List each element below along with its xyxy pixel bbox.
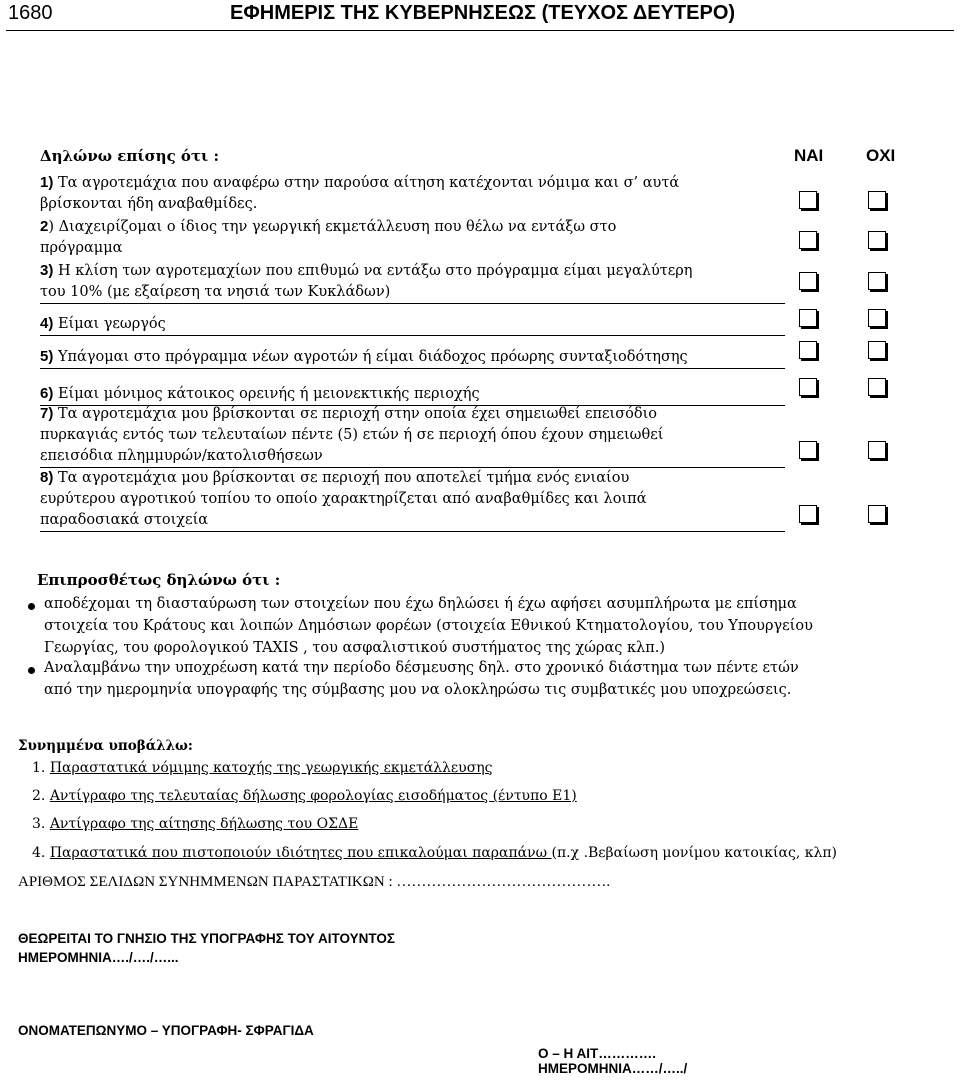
- application-date: ΗΜΕΡΟΜΗΝΙΑ……/…../: [538, 1061, 688, 1076]
- no-checkbox-8[interactable]: [868, 505, 886, 523]
- yes-checkbox-3[interactable]: [799, 272, 817, 290]
- item-text: βρίσκονται ήδη αναβαθμίδες.: [40, 196, 258, 212]
- item-number: 5): [40, 348, 54, 365]
- attachment-number: 2.: [32, 788, 46, 804]
- item-text: Είμαι μόνιμος κάτοικος ορεινής ή μειονεκτικής περιοχής: [57, 386, 480, 402]
- declaration-item-3: [40, 260, 785, 304]
- attachment-text: Αντίγραφο της τελευταίας δήλωσης φορολογίας εισοδήματος (έντυπο Ε1): [49, 788, 577, 804]
- yes-checkbox-1[interactable]: [799, 191, 817, 209]
- item-text: Υπάγομαι στο πρόγραμμα νέων αγροτών ή είμαι διάδοχος πρόωρης συνταξιοδότησης: [57, 349, 688, 365]
- item-text: Τα αγροτεμάχια μου βρίσκονται σε περιοχή που αποτελεί τμήμα ενός ενιαίου: [57, 470, 630, 486]
- no-checkbox-3[interactable]: [868, 272, 886, 290]
- item-text: παραδοσιακά στοιχεία: [40, 512, 209, 528]
- attachment-1: [32, 760, 492, 776]
- item-text: Η κλίση των αγροτεμαχίων που επιθυμώ να εντάξω στο πρόγραμμα είμαι μεγαλύτερη: [57, 263, 693, 279]
- yes-checkbox-6[interactable]: [799, 378, 817, 396]
- declaration-item-8: [40, 467, 785, 532]
- declaration-item-5: [40, 346, 785, 369]
- item-number: 6): [40, 385, 54, 402]
- yes-checkbox-5[interactable]: [799, 341, 817, 359]
- paragraph-line: Αναλαμβάνω την υποχρέωση κατά την περίοδο δέσμευσης δηλ. στο χρονικό διάστημα των πέντε ετών: [44, 660, 799, 676]
- item-text: πυρκαγιάς εντός των τελευταίων πέντε (5) ετών ή σε περιοχή όπου έχουν σημειωθεί: [40, 427, 664, 443]
- additional-heading: Επιπροσθέτως δηλώνω ότι :: [37, 571, 281, 589]
- attachment-pages-count: ΑΡΙΘΜΟΣ ΣΕΛΙΔΩΝ ΣΥΝΗΜΜΕΝΩΝ ΠΑΡΑΣΤΑΤΙΚΩΝ : …………………………………….: [18, 874, 611, 890]
- bullet-icon: [28, 603, 35, 610]
- yes-checkbox-8[interactable]: [799, 505, 817, 523]
- no-checkbox-6[interactable]: [868, 378, 886, 396]
- attachments-heading: Συνημμένα υποβάλλω:: [18, 738, 193, 754]
- signature-label: ΟΝΟΜΑΤΕΠΩΝΥΜΟ – ΥΠΟΓΡΑΦΗ- ΣΦΡΑΓΙΔΑ: [18, 1023, 314, 1038]
- item-number: 2: [40, 218, 49, 235]
- attachment-3: [32, 816, 358, 832]
- no-checkbox-1[interactable]: [868, 191, 886, 209]
- paragraph-line: Γεωργίας, του φορολογικού TAXIS , του ασφαλιστικού συστήματος της χώρας κλπ.): [44, 640, 666, 656]
- no-checkbox-7[interactable]: [868, 441, 886, 459]
- item-number: 3): [40, 262, 54, 279]
- authentication-date: ΗΜΕΡΟΜΗΝΙΑ…./…./…...: [18, 950, 179, 965]
- attachment-number: 4.: [32, 845, 46, 861]
- item-text: Είμαι γεωργός: [57, 316, 166, 332]
- item-text: ) Διαχειρίζομαι ο ίδιος την γεωργική εκμετάλλευση που θέλω να εντάξω στο: [48, 219, 617, 235]
- item-number: 1): [40, 174, 54, 191]
- yes-checkbox-2[interactable]: [799, 231, 817, 249]
- yes-checkbox-7[interactable]: [799, 441, 817, 459]
- item-text: πρόγραμμα: [40, 240, 123, 256]
- yes-column-label: ΝΑΙ: [794, 146, 824, 165]
- gazette-title: ΕΦΗΜΕΡΙΣ ΤΗΣ ΚΥΒΕΡΝΗΣΕΩΣ (ΤΕΥΧΟΣ ΔΕΥΤΕΡΟ): [230, 2, 736, 24]
- attachment-number: 1.: [32, 760, 46, 776]
- declaration-item-4: [40, 313, 785, 336]
- item-text: Τα αγροτεμάχια που αναφέρω στην παρούσα αίτηση κατέχονται νόμιμα και σ’ αυτά: [57, 175, 680, 191]
- declare-heading: Δηλώνω επίσης ότι :: [40, 147, 220, 165]
- additional-item-2: [44, 657, 799, 701]
- item-number: 4): [40, 315, 54, 332]
- bullet-icon: [28, 667, 35, 674]
- yes-checkbox-4[interactable]: [799, 309, 817, 327]
- attachment-text: Αντίγραφο της αίτησης δήλωσης του ΟΣΔΕ: [49, 816, 359, 832]
- item-text: ευρύτερου αγροτικού τοπίου το οποίο χαρακτηρίζεται από αναβαθμίδες και λοιπά: [40, 491, 647, 507]
- item-text: επεισόδια πλημμυρών/κατολισθήσεων: [40, 448, 323, 464]
- header-rule: [6, 30, 954, 31]
- no-checkbox-4[interactable]: [868, 309, 886, 327]
- declaration-item-7: [40, 403, 785, 468]
- no-column-label: ΟΧΙ: [866, 146, 896, 165]
- attachment-text: Παραστατικά που πιστοποιούν ιδιότητες που επικαλούμαι παραπάνω: [49, 845, 552, 861]
- declaration-item-2: [40, 216, 616, 259]
- signature-authentication: ΘΕΩΡΕΙΤΑΙ ΤΟ ΓΝΗΣΙΟ ΤΗΣ ΥΠΟΓΡΑΦΗΣ ΤΟΥ ΑΙΤΟΥΝΤΟΣ: [18, 931, 395, 946]
- paragraph-line: αποδέχομαι τη διασταύρωση των στοιχείων που έχω δηλώσει ή έχω αφήσει ασυμπλήρωτα με επίσημα: [44, 596, 797, 612]
- page-number: 1680: [8, 2, 53, 24]
- no-checkbox-5[interactable]: [868, 341, 886, 359]
- no-checkbox-2[interactable]: [868, 231, 886, 249]
- attachment-number: 3.: [32, 816, 46, 832]
- item-text: Τα αγροτεμάχια μου βρίσκονται σε περιοχή στην οποία έχει σημειωθεί επεισόδιο: [57, 406, 658, 422]
- item-text: του 10% (με εξαίρεση τα νησιά των Κυκλάδων): [40, 284, 391, 300]
- paragraph-line: στοιχεία του Κράτους και λοιπών Δημόσιων φορέων (στοιχεία Εθνικού Κτηματολογίου, του Υπουργείου: [44, 618, 813, 634]
- paragraph-line: από την ημερομηνία υπογραφής της σύμβασης μου να ολοκληρώσω τις συμβατικές μου υποχρεώσεις.: [44, 682, 792, 698]
- attachment-2: [32, 788, 577, 804]
- declaration-item-1: [40, 172, 679, 215]
- additional-item-1: [44, 593, 813, 659]
- attachment-text: Παραστατικά νόμιμης κατοχής της γεωργικής εκμετάλλευσης: [49, 760, 493, 776]
- item-number: 8): [40, 469, 54, 486]
- item-number: 7): [40, 405, 54, 422]
- attachment-note: (π.χ .Βεβαίωση μονίμου κατοικίας, κλπ): [551, 845, 838, 861]
- applicant-label: Ο – Η ΑΙΤ………….: [538, 1046, 657, 1061]
- attachment-4: [32, 845, 837, 861]
